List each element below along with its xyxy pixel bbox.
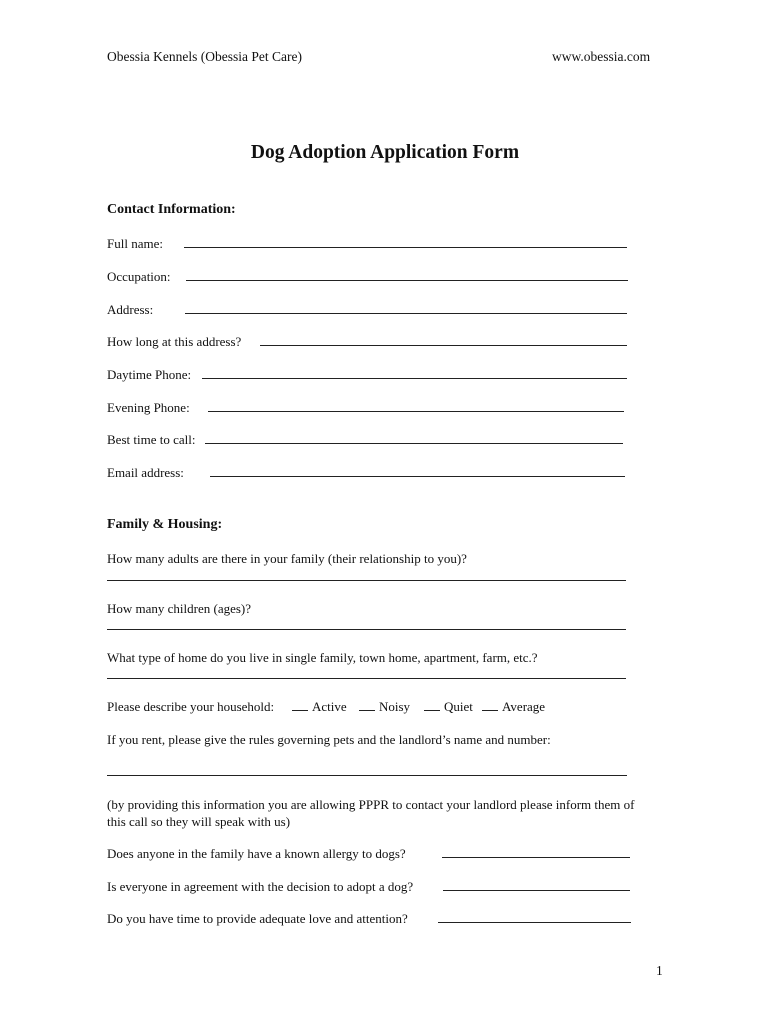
household-label: Please describe your household:	[107, 699, 275, 714]
address-label: Address:	[107, 302, 154, 317]
active-label: Active	[312, 699, 347, 714]
daytime-phone-field[interactable]	[202, 378, 627, 379]
page-number: 1	[656, 963, 663, 978]
allergy-question: Does anyone in the family have a known allergy to dogs?	[107, 846, 406, 861]
noisy-blank[interactable]	[359, 700, 375, 711]
household-option-noisy[interactable]	[359, 699, 410, 715]
evening-phone-field[interactable]	[208, 411, 624, 412]
quiet-label: Quiet	[444, 699, 473, 714]
average-blank[interactable]	[482, 700, 498, 711]
household-option-average[interactable]	[482, 699, 545, 715]
adults-question: How many adults are there in your family (their relationship to you)?	[107, 551, 467, 566]
household-option-quiet[interactable]	[424, 699, 473, 715]
evening-phone-label: Evening Phone:	[107, 400, 190, 415]
best-time-label: Best time to call:	[107, 432, 196, 447]
household-option-active[interactable]	[292, 699, 347, 715]
children-question: How many children (ages)?	[107, 601, 252, 616]
home-type-field[interactable]	[107, 678, 626, 679]
how-long-field[interactable]	[260, 345, 627, 346]
family-heading: Family & Housing:	[107, 517, 223, 532]
average-label: Average	[502, 699, 546, 714]
time-question: Do you have time to provide adequate love and attention?	[107, 911, 408, 926]
landlord-note: (by providing this information you are allowing PPPR to contact your landlord please inform them of this call so they will speak with us)	[107, 797, 635, 829]
form-title: Dog Adoption Application Form	[250, 142, 520, 163]
contact-heading: Contact Information:	[107, 202, 236, 217]
occupation-label: Occupation:	[107, 269, 171, 284]
full-name-label: Full name:	[107, 236, 163, 251]
rent-field[interactable]	[107, 775, 627, 776]
adults-field[interactable]	[107, 580, 626, 581]
header-company: Obessia Kennels (Obessia Pet Care)	[107, 49, 302, 64]
full-name-field[interactable]	[184, 247, 627, 248]
best-time-field[interactable]	[205, 443, 623, 444]
allergy-field[interactable]	[442, 857, 630, 858]
home-type-question: What type of home do you live in single family, town home, apartment, farm, etc.?	[107, 650, 538, 665]
how-long-label: How long at this address?	[107, 334, 242, 349]
header-website: www.obessia.com	[552, 49, 651, 64]
active-blank[interactable]	[292, 700, 308, 711]
email-label: Email address:	[107, 465, 184, 480]
email-field[interactable]	[210, 476, 625, 477]
agreement-field[interactable]	[443, 890, 630, 891]
children-field[interactable]	[107, 629, 626, 630]
rent-question: If you rent, please give the rules governing pets and the landlord’s name and number:	[107, 732, 551, 747]
occupation-field[interactable]	[186, 280, 628, 281]
address-field[interactable]	[185, 313, 627, 314]
agreement-question: Is everyone in agreement with the decision to adopt a dog?	[107, 879, 414, 894]
quiet-blank[interactable]	[424, 700, 440, 711]
time-field[interactable]	[438, 922, 631, 923]
daytime-phone-label: Daytime Phone:	[107, 367, 192, 382]
noisy-label: Noisy	[379, 699, 411, 714]
